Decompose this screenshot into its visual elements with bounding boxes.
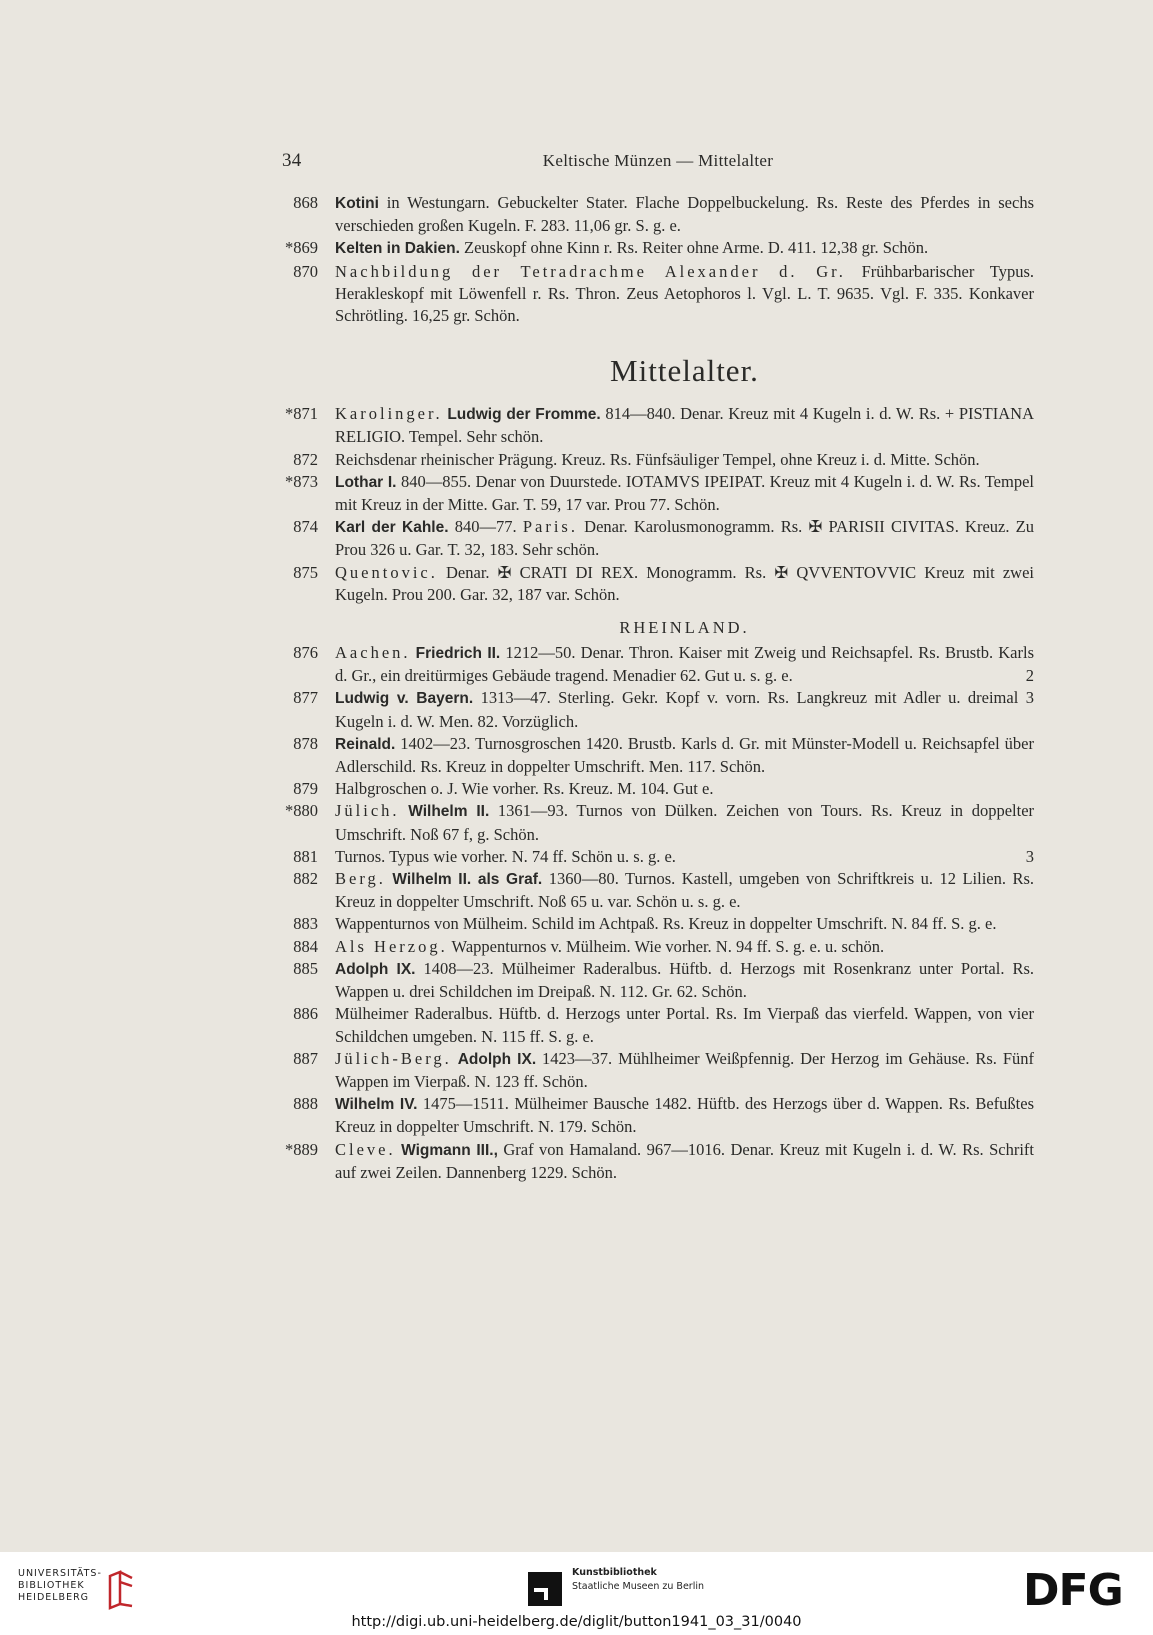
catalog-entry: [270, 1048, 1034, 1093]
entry-ruler: Adolph IX.: [335, 960, 416, 978]
entry-text: [335, 471, 1034, 516]
entry-description: Wappenturnos v. Mülheim. Wie vorher. N. 94 ff. S. g. e. u. schön.: [447, 936, 885, 956]
entry-description: Graf von Hamaland. 967—1016. Denar. Kreuz mit Kugeln i. d. W. Rs. Schrift auf zwei Zeilen. Dannenberg 1229. Schön.: [335, 1139, 1034, 1182]
entry-number: 875: [293, 562, 318, 582]
entry-description: Denar. ✠ CRATI DI REX. Monogramm. Rs. ✠ QVVENTOVVIC Kreuz mit zwei Kugeln. Prou 200. Gar. 32, 187 var. Schön.: [335, 562, 1034, 604]
entry-ruler: Kelten in Dakien.: [335, 240, 460, 258]
entry-text: [335, 868, 1034, 913]
entry-description: 840—855. Denar von Duurstede. IOTAMVS IPEIPAT. Kreuz mit 4 Kugeln i. d. W. Rs. Tempel mit Kreuz in der Mitte. Gar. T. 59, 17 var. Prou 77. Schön.: [335, 471, 1034, 515]
uni-heidelberg-logo[interactable]: [18, 1568, 138, 1614]
entry-number: 872: [293, 449, 318, 469]
entry-place: Jülich-Berg.: [335, 1048, 452, 1068]
entry-description: 814—840. Denar. Kreuz mit 4 Kugeln i. d. W. Rs. + PISTIANA RELIGIO. Tempel. Sehr schön.: [335, 404, 1035, 447]
entry-text: [335, 1139, 1034, 1184]
entry-ruler: Wilhelm II. als Graf.: [392, 871, 543, 889]
catalog-entry: [270, 1093, 1034, 1138]
entry-text: [335, 1093, 1034, 1138]
entry-description: 1360—80. Turnos. Kastell, umgeben von Schriftkreis u. 12 Lilien. Rs. Kreuz in doppelter Umschrift. Noß 65 u. var. Schön u. s. g. e.: [335, 869, 1034, 912]
uni-line-1: UNIVERSITÄTS-: [18, 1568, 102, 1579]
entry-title: Als Herzog.: [335, 936, 448, 956]
entry-text: [335, 687, 1034, 732]
catalog-entry: [270, 687, 1034, 732]
entry-ruler: Adolph IX.: [457, 1050, 537, 1068]
entry-text: [335, 800, 1034, 845]
entry-text: [335, 733, 1034, 778]
entry-text: [335, 642, 1034, 687]
entry-description: Turnos. Typus wie vorher. N. 74 ff. Schön u. s. g. e.: [335, 846, 676, 866]
entry-ruler: Ludwig der Fromme.: [447, 406, 601, 424]
entry-description: Frühbarbarischer Typus. Herakleskopf mit Löwenfell r. Rs. Thron. Zeus Aetophoros l. Vgl. L. T. 9635. Vgl. F. 335. Konkaver Schrötling. 16,25 gr. Schön.: [335, 261, 1034, 326]
catalog-entry: [270, 958, 1034, 1003]
entry-description: Denar. Karolusmonogramm. Rs. ✠ PARISII CIVITAS. Kreuz. Zu Prou 326 u. Gar. T. 32, 183. Sehr schön.: [335, 517, 1034, 560]
entry-text: [335, 1048, 1034, 1093]
kunstbibliothek-logo[interactable]: [528, 1566, 728, 1610]
entry-description: 1475—1511. Mülheimer Bausche 1482. Hüftb. des Herzogs über d. Wappen. Rs. Befußtes Kreuz in doppelter Umschrift. N. 179. Schön.: [335, 1094, 1034, 1137]
catalog-entry: [270, 800, 1034, 845]
entry-number: 887: [293, 1048, 318, 1068]
entries-carolingian: [270, 403, 1034, 606]
entry-description: Reichsdenar rheinischer Prägung. Kreuz. Rs. Fünfsäuliger Tempel, ohne Kreuz i. d. Mitte. Schön.: [335, 449, 980, 469]
running-title: Keltische Münzen — Mittelalter: [542, 151, 774, 170]
entry-place: Aachen.: [335, 643, 411, 663]
permalink-url[interactable]: http://digi.ub.uni-heidelberg.de/diglit/button1941_03_31/0040: [351, 1614, 802, 1630]
kb-line-1: Kunstbibliothek: [572, 1567, 657, 1578]
entry-number: *889: [285, 1139, 318, 1159]
entry-place: Karolinger.: [335, 404, 443, 424]
entry-number: *871: [285, 404, 318, 424]
viewer-footer: [0, 1552, 1153, 1635]
catalog-entry: [270, 192, 1034, 237]
entry-text: [335, 562, 1034, 606]
entry-number: *869: [285, 238, 318, 258]
entry-ruler: Kotini: [335, 195, 379, 212]
entry-description: Zeuskopf ohne Kinn r. Rs. Reiter ohne Arme. D. 411. 12,38 gr. Schön.: [459, 238, 929, 258]
entry-text: [335, 936, 1034, 958]
catalog-entry: [270, 237, 1034, 260]
catalog-entry: [270, 846, 1034, 868]
entry-description: Mülheimer Raderalbus. Hüftb. d. Herzogs unter Portal. Rs. Im Vierpaß das vierfeld. Wappen, von vier Schildchen umgeben. N. 115 ff. S. g. e.: [335, 1004, 1034, 1046]
entry-text: [335, 237, 1034, 260]
catalog-entry: [270, 868, 1034, 913]
entry-ruler: Ludwig v. Bayern.: [335, 690, 474, 708]
entry-number: *880: [285, 801, 318, 821]
catalog-entry: [270, 936, 1034, 958]
entry-description: 1212—50. Denar. Thron. Kaiser mit Zweig und Reichsapfel. Rs. Brustb. Karls d. Gr., ein dreitürmiges Gebäude tragend. Menadier 62. Gut u. s. g. e.: [335, 643, 1035, 686]
entry-number: 868: [293, 193, 318, 212]
entry-number: 885: [293, 958, 318, 978]
entry-description: Wappenturnos von Mülheim. Schild im Achtpaß. Rs. Kreuz in doppelter Umschrift. N. 84 ff. S. g. e.: [335, 914, 997, 934]
uni-line-3: HEIDELBERG: [18, 1592, 90, 1603]
entry-text: [335, 261, 1034, 328]
entry-text: [335, 958, 1034, 1003]
page-number: 34: [282, 150, 302, 171]
entry-text: [335, 516, 1034, 561]
catalog-entry: [270, 562, 1034, 606]
entry-description: 1408—23. Mülheimer Raderalbus. Hüftb. d. Herzogs mit Rosenkranz unter Portal. Rs. Wappen u. drei Schildchen im Dreipaß. N. 112. Gr. 62. Schön.: [335, 958, 1034, 1002]
entry-text: [335, 1003, 1034, 1047]
catalog-entry: [270, 1139, 1034, 1184]
catalog-entry: [270, 1003, 1034, 1047]
entry-description: 1313—47. Sterling. Gekr. Kopf v. vorn. Rs. Langkreuz mit Adler u. dreimal 3 Kugeln i. d. W. Men. 82. Vorzüglich.: [335, 688, 1034, 731]
entry-number: 881: [293, 846, 318, 866]
section-title: Mittelalter.: [610, 353, 759, 389]
entry-place: Nachbildung der Tetradrachme Alexander d. Gr.: [335, 261, 846, 281]
entry-ruler: Lothar I.: [335, 473, 397, 491]
entry-number: 888: [293, 1094, 318, 1114]
catalog-entry: [270, 449, 1034, 471]
entry-text: [335, 846, 1034, 868]
subsection-title: RHEINLAND.: [619, 618, 750, 638]
entries-rheinland: [270, 642, 1034, 1184]
entry-date: 840—77.: [448, 517, 523, 537]
entry-number: 883: [293, 914, 318, 934]
entry-number: 882: [293, 869, 318, 889]
kunstbibliothek-icon: [528, 1572, 562, 1606]
running-head: [282, 150, 1034, 174]
entry-number: 876: [293, 643, 318, 663]
entry-text: [335, 192, 1034, 237]
entry-ruler: Wilhelm II.: [408, 803, 490, 821]
catalog-entry: [270, 471, 1034, 516]
catalog-entry: [270, 778, 1034, 800]
kb-line-2: Staatliche Museen zu Berlin: [572, 1581, 705, 1592]
entry-ruler: Wigmann III.,: [401, 1141, 498, 1159]
entry-description: 1361—93. Turnos von Dülken. Zeichen von Tours. Rs. Kreuz in doppelter Umschrift. Noß 67 f, g. Schön.: [335, 801, 1035, 844]
entry-description: in Westungarn. Gebuckelter Stater. Flache Doppelbuckelung. Rs. Reste des Pferdes in sechs verschieden großen Kugeln. F. 283. 11,06 gr. S. g. e.: [335, 193, 1034, 236]
entry-ruler: Wilhelm IV.: [335, 1096, 418, 1114]
entry-place: Berg.: [335, 869, 386, 889]
entry-number: 874: [293, 517, 318, 537]
entry-text: [335, 403, 1034, 448]
dfg-logo[interactable]: DFG: [1023, 1565, 1123, 1616]
entry-description: 1423—37. Mühlheimer Weißpfennig. Der Herzog im Gehäuse. Rs. Fünf Wappen im Vierpaß. N. 123 ff. Schön.: [335, 1048, 1034, 1091]
entry-text: [335, 778, 1034, 800]
entry-text: [335, 449, 1034, 471]
entry-number: 884: [293, 936, 318, 956]
entry-place: Jülich.: [335, 801, 400, 821]
entry-count: 3: [1025, 846, 1034, 866]
entry-number: 878: [293, 733, 318, 753]
catalog-entry: [270, 403, 1034, 448]
uni-line-2: BIBLIOTHEK: [18, 1580, 85, 1591]
uni-library-icon: [106, 1570, 136, 1610]
catalog-entry: [270, 733, 1034, 778]
catalog-entry: [270, 516, 1034, 561]
entry-ruler: Reinald.: [335, 735, 396, 753]
entries-celtic: [270, 192, 1034, 327]
entry-description: 1402—23. Turnosgroschen 1420. Brustb. Karls d. Gr. mit Münster-Modell u. Reichsapfel über Adlerschild. Rs. Kreuz in doppelter Umschrift. Men. 117. Schön.: [335, 733, 1034, 777]
entry-mint: Paris.: [522, 517, 578, 537]
entry-place: Cleve.: [335, 1139, 396, 1159]
catalog-entry: [270, 261, 1034, 328]
entry-ruler: Karl der Kahle.: [335, 519, 449, 537]
entry-count: 2: [1025, 666, 1034, 686]
entry-number: 879: [293, 779, 318, 799]
entry-description: Halbgroschen o. J. Wie vorher. Rs. Kreuz. M. 104. Gut e.: [335, 779, 714, 799]
entry-text: [335, 913, 1034, 935]
entry-number: 886: [293, 1004, 318, 1024]
catalog-entry: [270, 642, 1034, 687]
catalog-entry: [270, 913, 1034, 935]
entry-number: 877: [293, 688, 318, 708]
catalog-entries: [270, 192, 1034, 1184]
entry-ruler: Friedrich II.: [415, 645, 501, 663]
entry-place: Quentovic.: [335, 562, 438, 582]
entry-number: *873: [285, 471, 318, 491]
entry-number: 870: [293, 261, 318, 281]
